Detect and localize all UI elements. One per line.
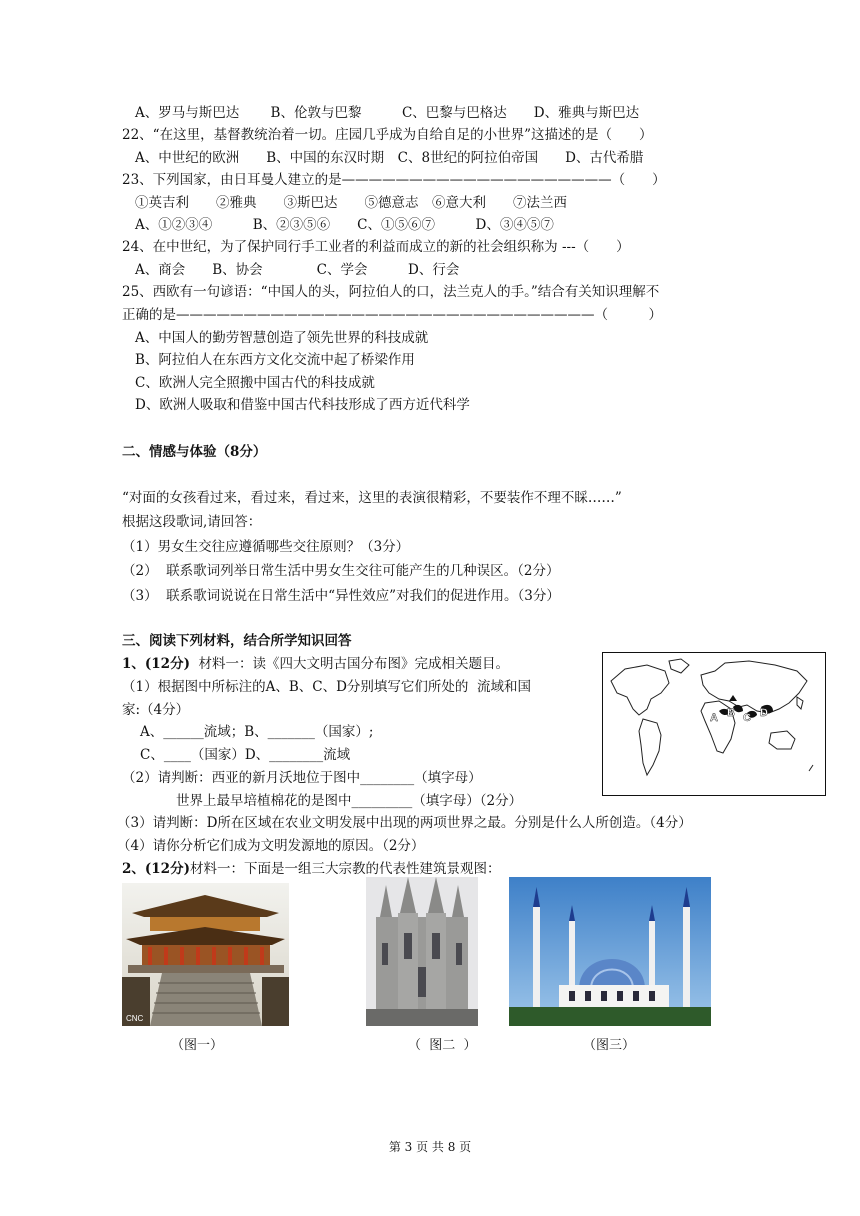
temple-photo [122,883,289,1026]
q25-stem: 25、西欧有一句谚语：“中国人的头，阿拉伯人的口，法兰克人的手。”结合有关知识理解不 [122,284,660,300]
q22-stem: 22、“在这里，基督教统治着一切。庄园几乎成为自给自足的小世界”这描述的是（ ） [122,127,653,143]
s3-q1-sub1: （1）根据图中所标注的A、B、C、D分别填写它们所处的 流域和国 [122,679,531,695]
q25-option-b: B、阿拉伯人在东西方文化交流中起了桥梁作用 [135,352,415,368]
page-footer: 第 3 页 共 8 页 [388,1140,472,1154]
s3-q1-sub2: （2）请判断：西亚的新月沃地位于图中________（填字母） [122,770,482,786]
map-label-d: D [760,707,768,719]
q23-items: ①英吉利 ②雅典 ③斯巴达 ⑤德意志 ⑥意大利 ⑦法兰西 [135,195,567,211]
q25-option-c: C、欧洲人完全照搬中国古代的科技成就 [135,375,375,391]
q21-options: A、罗马与斯巴达 B、伦敦与巴黎 C、巴黎与巴格达 D、雅典与斯巴达 [135,105,640,121]
cathedral-photo [366,877,478,1026]
lyrics-prompt: 根据这段歌词,请回答： [122,514,262,530]
s3-q1-sub4: （4）请你分析它们成为文明发源地的原因。（2分） [117,838,425,854]
figure-1-caption: （图一） [171,1038,224,1053]
figure-3-caption: （图三） [583,1038,636,1053]
q24-options: A、商会 B、协会 C、学会 D、行会 [135,262,460,278]
cathedral-image [366,877,478,1026]
mosque-image [509,877,711,1026]
world-map [603,653,825,795]
lyrics: “对面的女孩看过来，看过来，看过来，这里的表演很精彩，不要装作不理不睬……” [122,490,622,506]
q22-options: A、中世纪的欧洲 B、中国的东汉时期 C、8世纪的阿拉伯帝国 D、古代希腊 [135,150,644,166]
s3-q2-material: 材料一：下面是一组三大宗教的代表性建筑景观图： [189,861,501,877]
q23-options: A、①②③④ B、②③⑤⑥ C、①⑤⑥⑦ D、③④⑤⑦ [135,217,554,233]
s3-q2-number: 2、(12分) [122,861,190,877]
s3-q1-sub1-cont: 家:（4分） [122,702,190,718]
map-label-b: B [727,707,735,719]
q25-option-d: D、欧洲人吸取和借鉴中国古代科技形成了西方近代科学 [135,397,470,413]
s3-q1-material: 材料一：读《四大文明古国分布图》完成相关题目。 [189,656,510,672]
temple-image [122,883,289,1026]
s2-q2: （2） 联系歌词列举日常生活中男女生交往可能产生的几种误区。（2分） [122,563,560,579]
section-3-heading: 三、阅读下列材料，结合所学知识回答 [122,633,352,649]
s3-q1-sub3: （3）请判断：D所在区域在农业文明发展中出现的两项世界之最。分别是什么人所创造。（4分） [117,815,692,831]
world-map-figure [602,652,826,796]
mosque-photo [509,877,711,1026]
s3-q2-line [122,860,500,878]
q23-stem: 23、下列国家，由日耳曼人建立的是————————————————————（ ） [122,172,666,188]
s2-q1: （1）男女生交往应遵循哪些交往原则？（3分） [122,539,410,555]
s3-q1-blank-ab: A、______流域；B、_______（国家）; [140,724,374,740]
s3-q1-line [122,655,509,673]
s3-q1-blank-cd: C、____（国家）D、________流域 [140,747,351,763]
q25-option-a: A、中国人的勤劳智慧创造了领先世界的科技成就 [135,330,429,346]
s2-q3: （3） 联系歌词说说在日常生活中“异性效应”对我们的促进作用。（3分） [122,588,560,604]
figure-2-caption: （ 图二 ） [408,1038,477,1053]
map-label-c: C [743,712,751,724]
s3-q1-sub2-cont: 世界上最早培植棉花的是图中_________（填字母）（2分） [176,793,523,809]
photo-watermark: CNC [126,1014,144,1023]
q25-stem-cont: 正确的是———————————————————————————————（ ） [122,307,662,323]
q24-stem: 24、在中世纪，为了保护同行手工业者的利益而成立的新的社会组织称为 ---（ ） [122,239,630,255]
map-label-a: A [710,712,718,724]
section-2-heading: 二、情感与体验（8分） [122,444,267,460]
s3-q1-number: 1、(12分) [122,656,190,672]
